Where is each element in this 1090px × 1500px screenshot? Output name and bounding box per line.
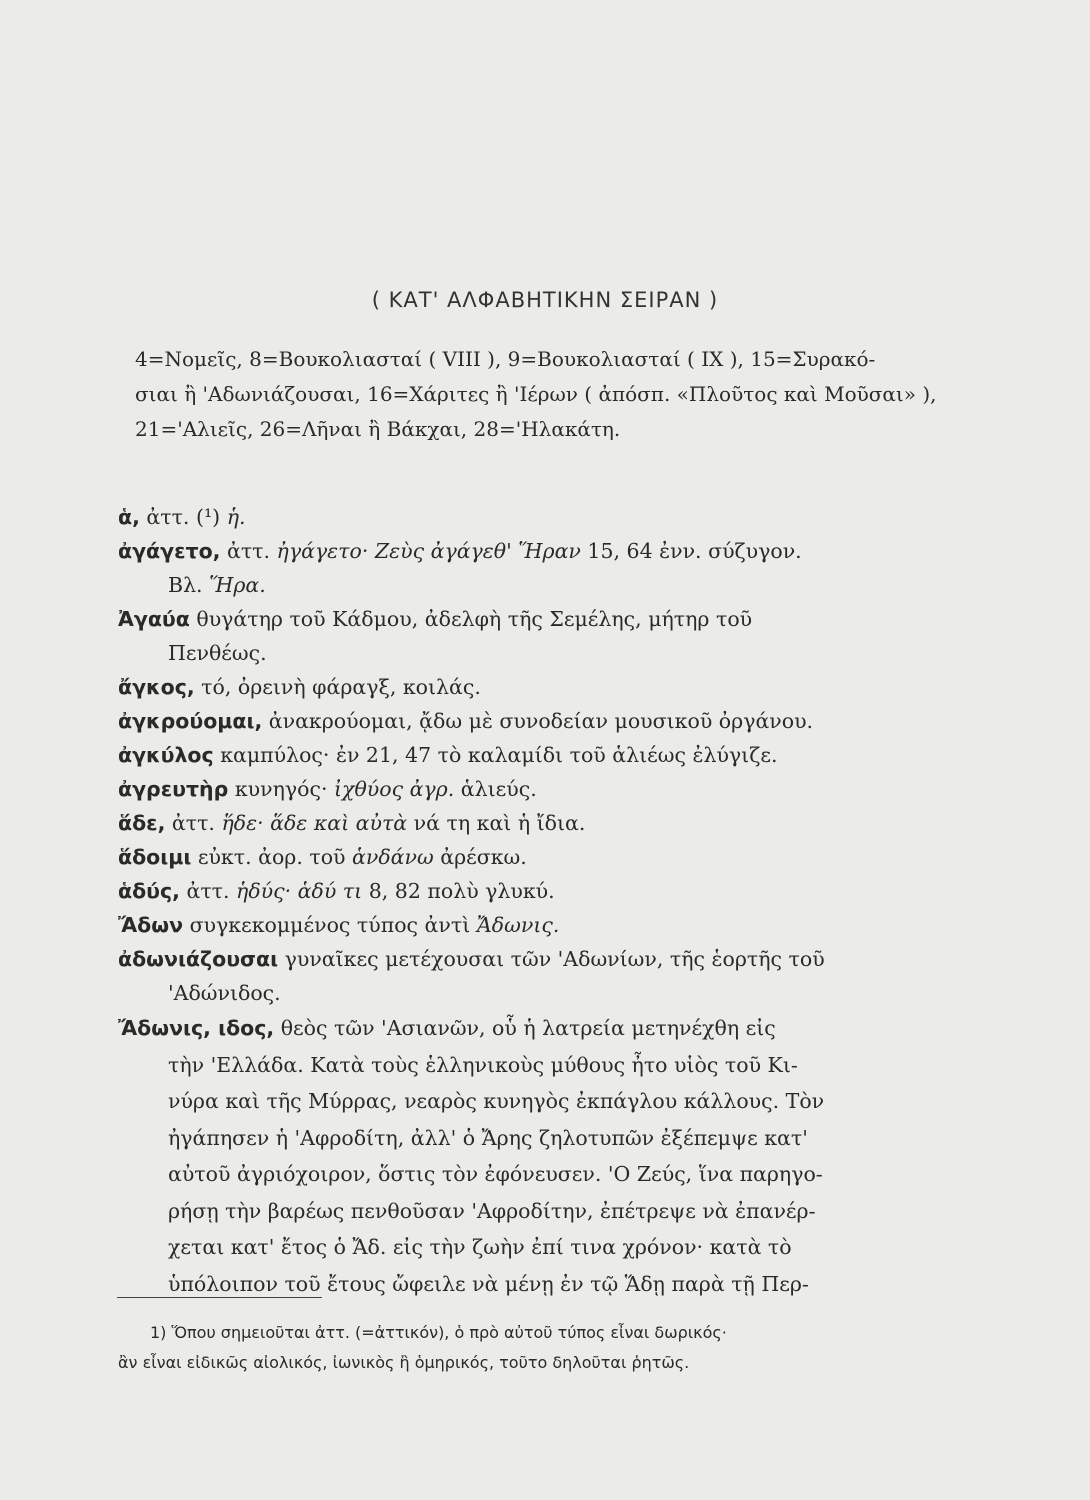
headword: Ἀγαύα (118, 607, 190, 631)
footnote-line: ἂν εἶναι εἰδικῶς αἰολικός, ἰωνικὸς ἢ ὁμηρικός, τοῦτο δηλοῦται ῥητῶς. (118, 1353, 690, 1372)
definition-text: ἀττ. (165, 811, 222, 835)
definition-text: ἠγάπησεν ἡ 'Αφροδίτη, ἀλλ' ὁ Ἄρης ζηλοτυπῶν ἐξέπεμψε κατ' (168, 1125, 808, 1150)
glossary-entries (118, 500, 948, 1302)
entry-line (118, 874, 948, 908)
intro-line: σιαι ἢ 'Αδωνιάζουσαι, 16=Χάριτες ἢ 'Ιέρων ( ἀπόσπ. «Πλοῦτος καὶ Μοῦσαι» ), (135, 382, 937, 406)
glossary-entry (118, 942, 948, 1010)
definition-text: ἀττ. (220, 539, 277, 563)
glossary-entry (118, 670, 948, 704)
glossary-entry (118, 602, 948, 670)
glossary-entry (118, 704, 948, 738)
glossary-entry (118, 840, 948, 874)
headword: ἄγκος, (118, 675, 195, 699)
quoted-form: ἥδε· ἅδε καὶ αὐτὰ (221, 811, 408, 835)
entry-continuation (118, 568, 948, 602)
definition-text: τὴν 'Ελλάδα. Κατὰ τοὺς ἑλληνικοὺς μύθους ἦτο υἱὸς τοῦ Κι- (168, 1052, 798, 1077)
headword: ἁδύς, (118, 879, 180, 903)
definition-text: 15, 64 ἐνν. σύζυγον. (580, 539, 802, 563)
glossary-entry (118, 738, 948, 772)
definition-text: θυγάτηρ τοῦ Κάδμου, ἀδελφὴ τῆς Σεμέλης, μήτηρ τοῦ (189, 607, 753, 631)
quoted-form: ἡδύς· ἁδύ τι (236, 879, 363, 903)
headword: ἅδοιμι (118, 845, 192, 869)
definition-text: αὐτοῦ ἀγριόχοιρον, ὅστις τὸν ἐφόνευσεν. 'Ο Ζεύς, ἵνα παρηγο- (168, 1162, 823, 1186)
quoted-form: ἁνδάνω (352, 845, 434, 869)
footnote (118, 1318, 950, 1378)
definition-text: Πενθέως. (168, 641, 267, 665)
section-heading: ( ΚΑΤ' ΑΛΦΑΒΗΤΙΚΗΝ ΣΕΙΡΑΝ ) (371, 288, 719, 312)
definition-text: Βλ. (168, 573, 210, 597)
entry-continuation (118, 1047, 948, 1084)
headword: ἀγρευτὴρ (118, 777, 229, 801)
glossary-entry (118, 1010, 948, 1302)
glossary-entry (118, 806, 948, 840)
entry-line (118, 534, 948, 568)
abbreviation-key (135, 342, 940, 447)
entry-line (118, 704, 948, 738)
definition-text: ἀττ. (179, 879, 237, 903)
glossary-entry (118, 908, 948, 942)
headword: ἀγκρούομαι, (118, 709, 263, 733)
definition-text: χεται κατ' ἔτος ὁ Ἄδ. εἰς τὴν ζωὴν ἐπί τινα χρόνον· κατὰ τὸ (168, 1235, 792, 1259)
quoted-form: ἡ. (226, 505, 246, 529)
definition-text: ἁλιεύς. (454, 777, 537, 801)
definition-text: καμπύλος· ἐν 21, 47 τὸ καλαμίδι τοῦ ἁλιέως ἐλύγιζε. (213, 743, 778, 767)
entry-line (118, 806, 948, 840)
intro-line: 21='Αλιεῖς, 26=Λῆναι ἢ Βάκχαι, 28='Ηλακάτη. (135, 417, 621, 441)
glossary-entry (118, 874, 948, 908)
headword: Ἄδωνις, ιδος, (118, 1016, 275, 1040)
glossary-entry (118, 534, 948, 602)
definition-text: γυναῖκες μετέχουσαι τῶν 'Αδωνίων, τῆς ἑορτῆς τοῦ (278, 947, 825, 971)
definition-text: τό, ὀρεινὴ φάραγξ, κοιλάς. (194, 675, 481, 699)
entry-line (118, 840, 948, 874)
entry-continuation (118, 1229, 948, 1266)
entry-continuation (118, 1156, 948, 1193)
glossary-entry (118, 500, 948, 534)
entry-continuation (118, 1193, 948, 1230)
quoted-form: Ἥρα. (209, 573, 266, 597)
headword: ἀγάγετο, (118, 539, 221, 563)
headword: ἀγκύλος (118, 743, 214, 767)
entry-continuation (118, 1120, 948, 1157)
definition-text: εὐκτ. ἀορ. τοῦ (191, 845, 353, 869)
entry-continuation (118, 636, 948, 670)
definition-text: κυνηγός· (228, 777, 334, 801)
glossary-entry (118, 772, 948, 806)
entry-line (118, 738, 948, 772)
definition-text: νά τη καὶ ἡ ἴδια. (407, 811, 586, 835)
definition-text: ἀττ. (¹) (139, 505, 227, 529)
entry-line (118, 670, 948, 704)
definition-text: θεὸς τῶν 'Ασιανῶν, οὗ ἡ λατρεία μετηνέχθη εἰς (274, 1016, 776, 1040)
headword: ἅδε, (118, 811, 166, 835)
definition-text: 'Αδώνιδος. (168, 981, 281, 1005)
entry-line (118, 942, 948, 976)
entry-line (118, 1010, 948, 1047)
quoted-form: Ἄδωνις. (476, 913, 560, 937)
definition-text: νύρα καὶ τῆς Μύρρας, νεαρὸς κυνηγὸς ἐκπάγλου κάλλους. Τὸν (168, 1089, 825, 1113)
headword: ἀδωνιάζουσαι (118, 947, 279, 971)
definition-text: 8, 82 πολὺ γλυκύ. (362, 879, 555, 903)
footnote-divider (117, 1297, 322, 1298)
footnote-line: 1) Ὅπου σημειοῦται ἀττ. (=ἀττικόν), ὁ πρὸ αὐτοῦ τύπος εἶναι δωρικός· (150, 1323, 727, 1342)
definition-text: ρήσῃ τὴν βαρέως πενθοῦσαν 'Αφροδίτην, ἐπέτρεψε νὰ ἐπανέρ- (168, 1198, 816, 1223)
quoted-form: ἠγάγετο· Ζεὺς ἀγάγεθ' Ἥραν (276, 539, 581, 563)
entry-line (118, 908, 948, 942)
entry-continuation (118, 976, 948, 1010)
definition-text: ἀρέσκω. (433, 845, 527, 869)
intro-line: 4=Νομεῖς, 8=Βουκολιασταί ( VIII ), 9=Βουκολιασταί ( IX ), 15=Συρακό- (135, 347, 876, 371)
entry-line (118, 602, 948, 636)
definition-text: ἀνακρούομαι, ᾄδω μὲ συνοδείαν μουσικοῦ ὀργάνου. (262, 709, 814, 733)
headword: ἁ, (118, 505, 140, 529)
quoted-form: ἰχθύος ἀγρ. (333, 777, 455, 801)
definition-text: συγκεκομμένος τύπος ἀντὶ (183, 913, 477, 937)
definition-text: ὑπόλοιπον τοῦ ἔτους ὤφειλε νὰ μένῃ ἐν τῷ Ἅδῃ παρὰ τῇ Περ- (168, 1271, 809, 1296)
entry-line (118, 500, 948, 534)
entry-continuation (118, 1083, 948, 1120)
headword: Ἄδων (118, 913, 184, 937)
entry-line (118, 772, 948, 806)
